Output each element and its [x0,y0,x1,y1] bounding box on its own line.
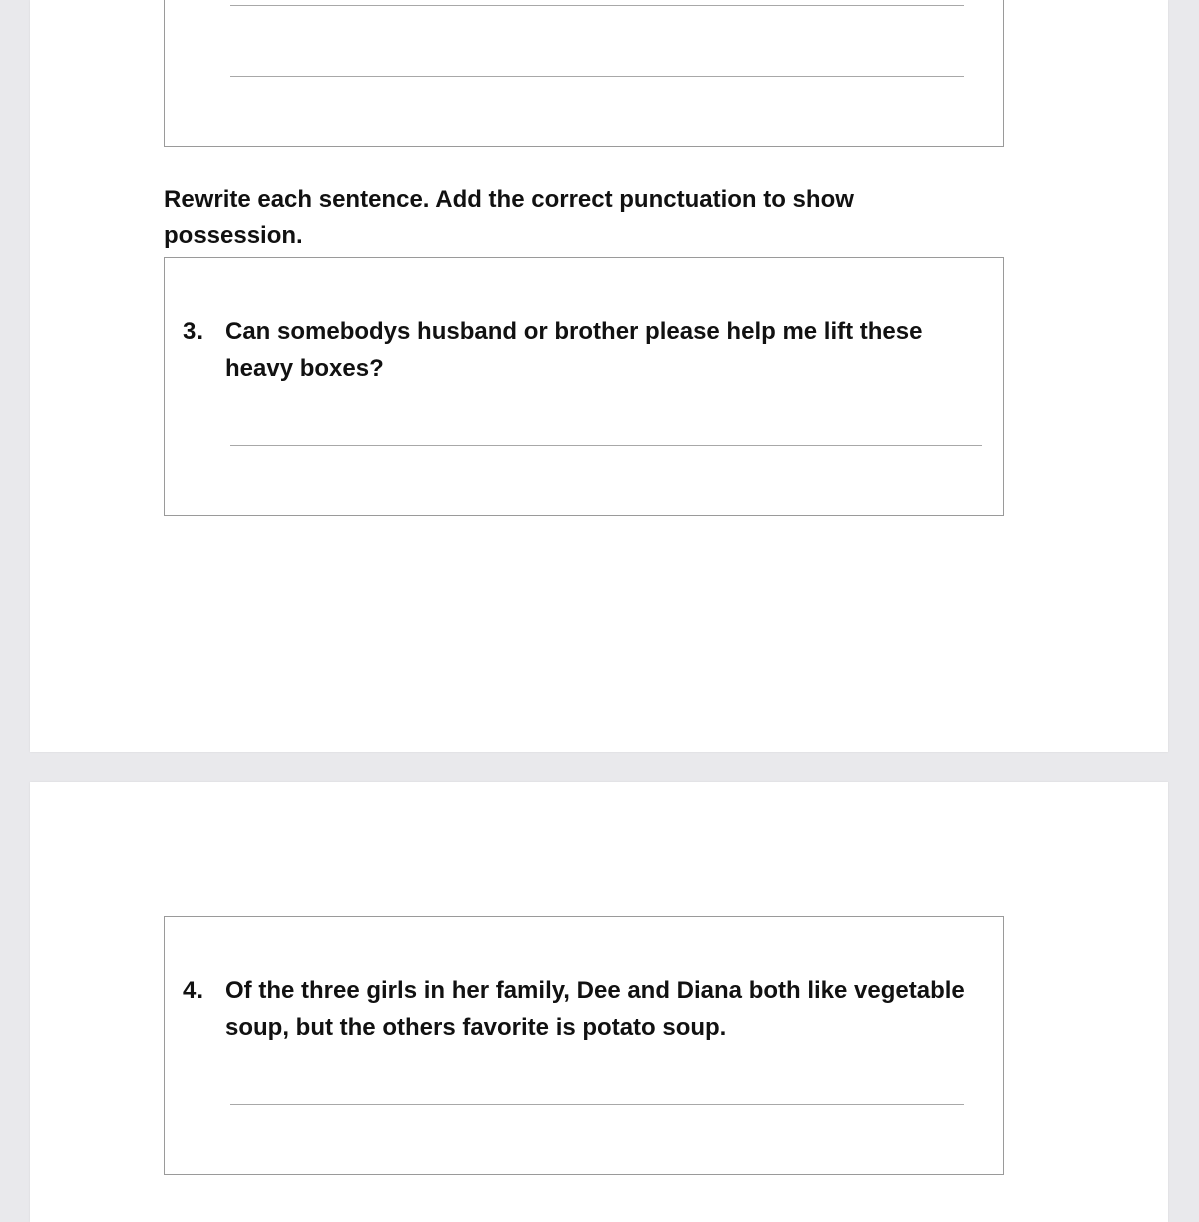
question-box-3 [164,257,1004,516]
question-text: Of the three girls in her family, Dee and Diana both like vegetable soup, but the others favorite is potato soup. [225,977,965,1041]
answer-line[interactable] [230,445,982,446]
question-number: 4. [183,977,204,1004]
answer-line[interactable] [230,76,964,77]
document-page-1 [30,0,1168,752]
document-page-2 [30,782,1168,1222]
question-3 [183,313,993,387]
question-4 [183,972,993,1046]
previous-answer-box [164,0,1004,147]
question-box-4 [164,916,1004,1175]
instruction-text: Rewrite each sentence. Add the correct punctuation to show possession. [164,186,854,249]
question-number: 3. [183,318,204,345]
question-text: Can somebodys husband or brother please help me lift these heavy boxes? [225,318,923,382]
answer-line[interactable] [230,1104,964,1105]
answer-line[interactable] [230,5,964,6]
